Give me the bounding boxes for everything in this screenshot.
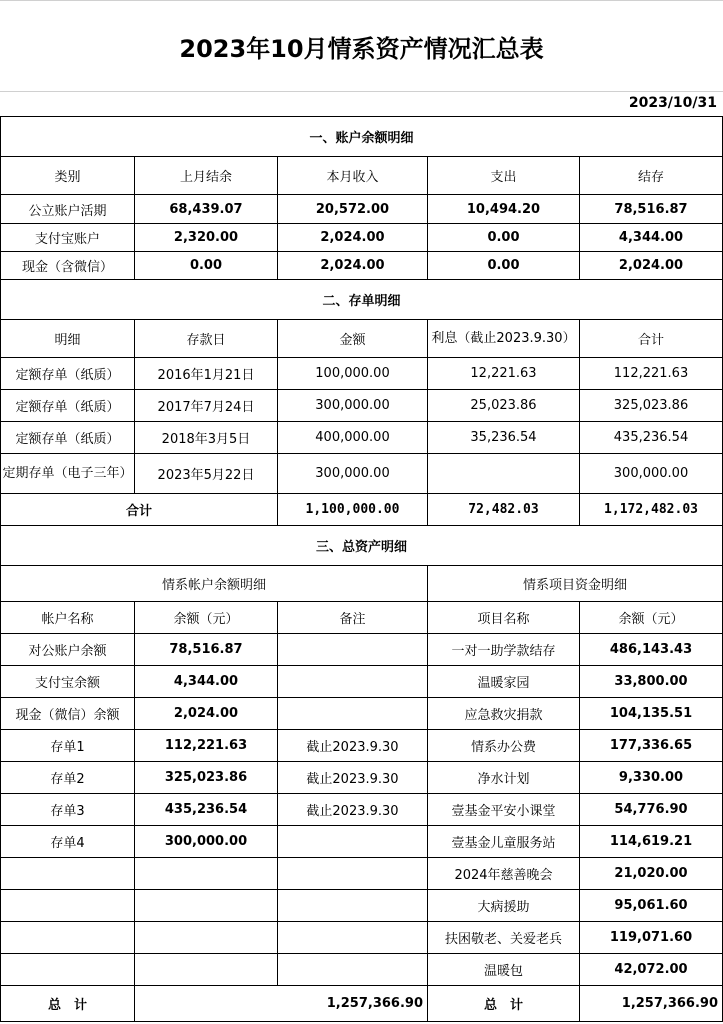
cell: 定额存单（纸质） [1,358,135,390]
cell: 定额存单（纸质） [1,390,135,422]
table-row [1,252,723,280]
cell: 42,072.00 [580,954,723,986]
cell: 0.00 [135,252,278,280]
cell [278,858,428,890]
s3-header-project: 项目名称 [428,602,580,634]
total-row [1,494,723,526]
cell: 截止2023.9.30 [278,794,428,826]
section2-heading: 二、存单明细 [1,280,723,320]
cell: 存单2 [1,762,135,794]
cell: 325,023.86 [135,762,278,794]
s2-total-interest: 72,482.03 [428,494,580,526]
cell: 2017年7月24日 [135,390,278,422]
cell: 定期存单（电子三年） [1,454,135,494]
cell [278,826,428,858]
cell: 177,336.65 [580,730,723,762]
cell: 温暖包 [428,954,580,986]
table-row [1,954,723,986]
table-row [1,762,723,794]
cell: 2,024.00 [580,252,723,280]
cell: 扶困敬老、关爱老兵 [428,922,580,954]
cell [135,890,278,922]
s3-left-heading: 情系帐户余额明细 [1,566,428,602]
cell: 2016年1月21日 [135,358,278,390]
cell: 2,024.00 [278,224,428,252]
table-row [1,666,723,698]
cell: 435,236.54 [135,794,278,826]
cell: 54,776.90 [580,794,723,826]
cell: 400,000.00 [278,422,428,454]
cell: 300,000.00 [580,454,723,494]
cell: 支付宝账户 [1,224,135,252]
s3-header-project-balance: 余额（元） [580,602,723,634]
cell: 119,071.60 [580,922,723,954]
cell: 对公账户余额 [1,634,135,666]
table-row [1,826,723,858]
s2-header-amount: 金额 [278,320,428,358]
cell: 一对一助学款结存 [428,634,580,666]
cell [278,666,428,698]
table-row [1,794,723,826]
cell: 支付宝余额 [1,666,135,698]
cell: 截止2023.9.30 [278,730,428,762]
cell: 大病援助 [428,890,580,922]
sheet-title: 2023年10月情系资产情况汇总表 [0,0,723,92]
s2-header-interest: 利息（截止2023.9.30） [428,320,580,358]
cell: 现金（含微信） [1,252,135,280]
cell: 33,800.00 [580,666,723,698]
cell: 公立账户活期 [1,195,135,224]
cell: 95,061.60 [580,890,723,922]
s2-total-sum: 1,172,482.03 [580,494,723,526]
cell: 20,572.00 [278,195,428,224]
table-row [1,454,723,494]
cell: 300,000.00 [278,454,428,494]
cell: 定额存单（纸质） [1,422,135,454]
cell: 12,221.63 [428,358,580,390]
cell: 存单1 [1,730,135,762]
cell [278,634,428,666]
table-row [1,890,723,922]
table-row [1,730,723,762]
cell: 2,024.00 [135,698,278,730]
cell: 情系办公费 [428,730,580,762]
cell: 21,020.00 [580,858,723,890]
cell [1,922,135,954]
cell [278,698,428,730]
cell: 存单4 [1,826,135,858]
table-row [1,224,723,252]
cell: 壹基金平安小课堂 [428,794,580,826]
cell: 2018年3月5日 [135,422,278,454]
cell [135,954,278,986]
s1-header-balance: 结存 [580,157,723,195]
grand-total-right: 1,257,366.90 [580,986,723,1022]
s2-header-total: 合计 [580,320,723,358]
table-row [1,422,723,454]
cell: 温暖家园 [428,666,580,698]
s3-header-note: 备注 [278,602,428,634]
cell [135,858,278,890]
report-date: 2023/10/31 [628,95,717,111]
cell [135,922,278,954]
cell: 2023年5月22日 [135,454,278,494]
s1-header-prev-balance: 上月结余 [135,157,278,195]
table-row [1,634,723,666]
cell [1,890,135,922]
cell [278,954,428,986]
cell [278,890,428,922]
cell: 0.00 [428,252,580,280]
s2-header-deposit-date: 存款日 [135,320,278,358]
cell: 2024年慈善晚会 [428,858,580,890]
grand-total-row [1,986,723,1022]
s3-header-balance: 余额（元） [135,602,278,634]
cell: 112,221.63 [135,730,278,762]
s1-header-income: 本月收入 [278,157,428,195]
s3-header-account: 帐户名称 [1,602,135,634]
section1-heading: 一、账户余额明细 [1,117,723,157]
cell: 存单3 [1,794,135,826]
cell: 截止2023.9.30 [278,762,428,794]
cell [428,454,580,494]
cell: 壹基金儿童服务站 [428,826,580,858]
cell: 78,516.87 [580,195,723,224]
cell [1,858,135,890]
cell: 2,320.00 [135,224,278,252]
cell: 112,221.63 [580,358,723,390]
summary-table [0,116,723,1022]
s2-header-detail: 明细 [1,320,135,358]
s3-right-heading: 情系项目资金明细 [428,566,723,602]
cell: 2,024.00 [278,252,428,280]
grand-total-left: 1,257,366.90 [135,986,428,1022]
cell: 0.00 [428,224,580,252]
cell: 300,000.00 [278,390,428,422]
cell: 4,344.00 [135,666,278,698]
table-row [1,922,723,954]
cell: 78,516.87 [135,634,278,666]
grand-total-label-right: 总 计 [428,986,580,1022]
cell: 325,023.86 [580,390,723,422]
cell: 应急救灾捐款 [428,698,580,730]
table-row [1,858,723,890]
table-row [1,698,723,730]
cell: 100,000.00 [278,358,428,390]
cell: 114,619.21 [580,826,723,858]
table-row [1,195,723,224]
cell: 486,143.43 [580,634,723,666]
cell: 净水计划 [428,762,580,794]
cell: 68,439.07 [135,195,278,224]
cell: 9,330.00 [580,762,723,794]
s2-total-amount: 1,100,000.00 [278,494,428,526]
cell: 4,344.00 [580,224,723,252]
cell: 300,000.00 [135,826,278,858]
cell [1,954,135,986]
cell: 104,135.51 [580,698,723,730]
grand-total-label-left: 总 计 [1,986,135,1022]
s1-header-expense: 支出 [428,157,580,195]
cell: 10,494.20 [428,195,580,224]
cell: 25,023.86 [428,390,580,422]
s2-total-label: 合计 [1,494,278,526]
section3-heading: 三、总资产明细 [1,526,723,566]
table-row [1,390,723,422]
cell: 35,236.54 [428,422,580,454]
cell: 435,236.54 [580,422,723,454]
cell [278,922,428,954]
cell: 现金（微信）余额 [1,698,135,730]
s1-header-category: 类别 [1,157,135,195]
table-row [1,358,723,390]
